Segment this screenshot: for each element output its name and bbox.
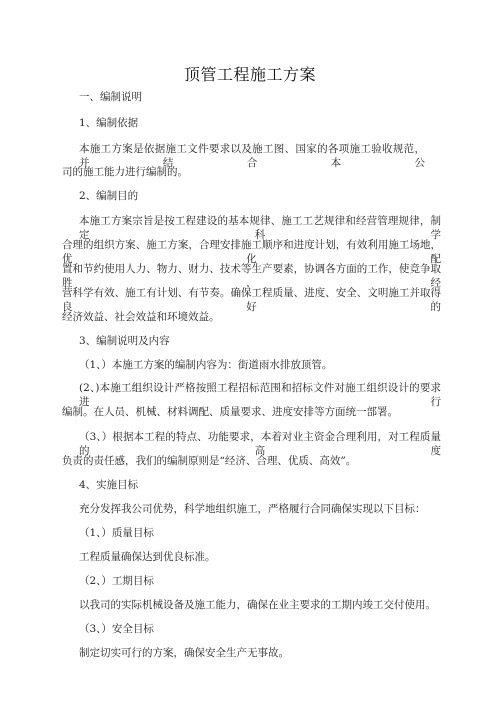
subsection-heading: 1、编制依据 [79, 117, 139, 129]
paragraph-line: （1、）本施工方案的编制内容为：街道雨水排放顶管。 [79, 359, 333, 371]
paragraph-line: 本施工方案宗旨是按工程建设的基本规律、施工工艺规律和经营管理规律，制定科学 [79, 215, 441, 241]
paragraph-line: 合理的组织方案、施工方案，合理安排施工顺序和进度计划，有效利用施工场地，优化配 [62, 239, 441, 265]
subsection-heading: （1、）质量目标 [79, 527, 154, 539]
paragraph-line: 经济效益、社会效益和环境效益。 [62, 311, 220, 323]
subsection-heading: （3、）安全目标 [79, 623, 154, 635]
subsection-heading: 3、编制说明及内容 [79, 335, 170, 347]
subsection-heading: 4、实施目标 [79, 479, 139, 491]
paragraph-line: 制定切实可行的方案，确保安全生产无事故。 [79, 647, 289, 659]
paragraph-line: 营科学有效、施工有计划、有节奏。确保工程质量、进度、安全、文明施工并取得良好的 [62, 287, 441, 313]
paragraph-line: 负责的责任感，我们的编制原则是“经济、合理、优质、高效”。 [62, 455, 357, 467]
paragraph-line: （3、）根据本工程的特点、功能要求，本着对业主资金合理利用，对工程质量的高度 [79, 431, 441, 457]
paragraph-line: 工程质量确保达到优良标准。 [79, 551, 216, 563]
subsection-heading: 2、编制目的 [79, 190, 139, 202]
subsection-heading: （2、）工期目标 [79, 575, 154, 587]
paragraph-line: 本施工方案是依据施工文件要求以及施工图、国家的各项施工验收规范，并结合本公 [79, 143, 425, 169]
paragraph-line: 编制。在人员、机械、材料调配、质量要求、进度安排等方面统一部署。 [62, 406, 398, 418]
paragraph-line: 置和节约使用人力、物力、财力、技术等生产要素，协调各方面的工作，使竞争取胜，经 [62, 263, 441, 289]
paragraph-line: 以我司的实际机械设备及施工能力，确保在业主要求的工期内竣工交付使用。 [79, 599, 436, 611]
document-title: 顶管工程施工方案 [183, 65, 316, 84]
paragraph-line: (2、)本施工组织设计严格按照工程招标范围和招标文件对施工组织设计的要求进行 [79, 382, 441, 408]
paragraph-line: 充分发挥我公司优势，科学地组织施工，严格履行合同确保实现以下目标： [79, 503, 426, 515]
paragraph-line: 司的施工能力进行编制的。 [62, 166, 188, 178]
section-heading: 一、编制说明 [79, 91, 142, 103]
